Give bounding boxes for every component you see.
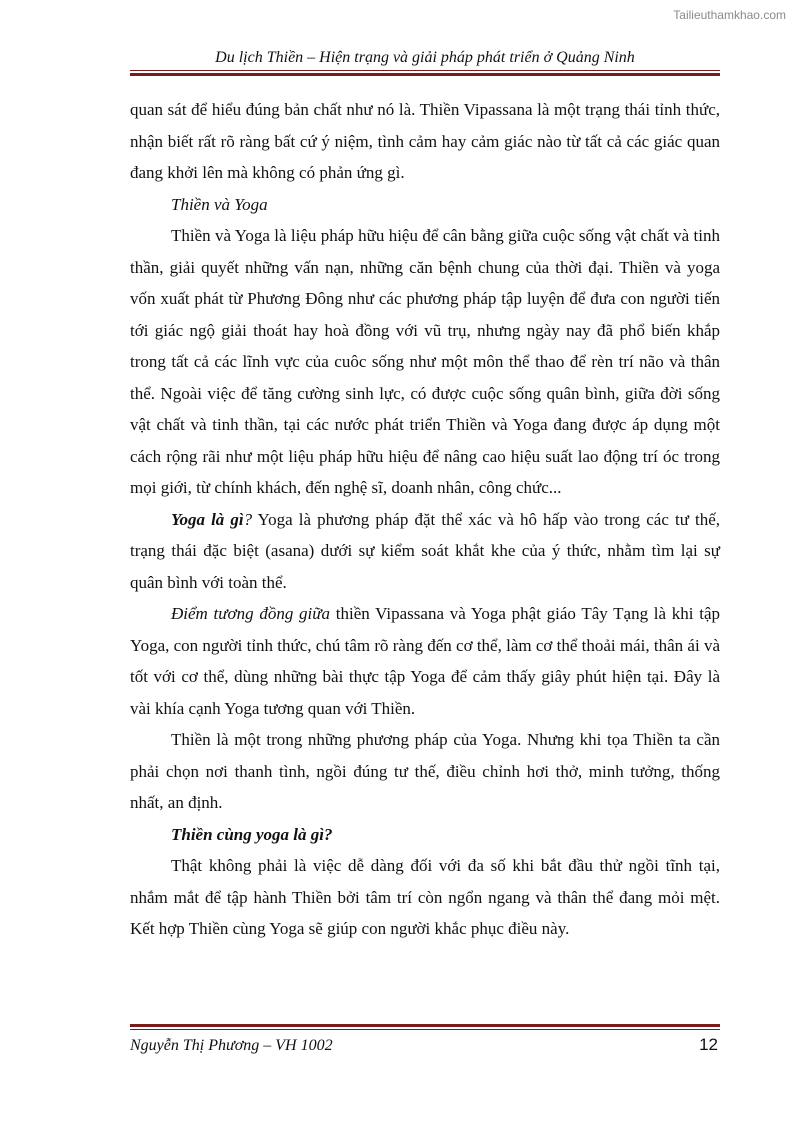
watermark-text: Tailieuthamkhao.com [673,8,786,22]
paragraph-thien-la-mot: Thiền là một trong những phương pháp của Yoga. Nhưng khi tọa Thiền ta cần phải chọn nơi thanh tình, ngồi đúng tư thế, điều chỉnh hơi thở, minh tưởng, thống nhất, an định. [130,730,720,812]
running-header-title: Du lịch Thiền – Hiện trạng và giải pháp phát triển ở Quảng Ninh [215,49,635,66]
paragraph-diem-tuong-dong-text: thiền Vipassana và Yoga phật giáo Tây Tạng là khi tập Yoga, con người tỉnh thức, chú tâm rõ ràng đến cơ thể, làm cơ thể thoải mái, thân ái và tốt với cơ thể, dùng những bài thực tập Yoga để cảm thấy giây phút hiện tại. Đây là vài khía cạnh Yoga tương quan với Thiền. [130,604,720,718]
paragraph-yoga-la-gi-text: Yoga là phương pháp đặt thể xác và hô hấp vào trong các tư thế, trạng thái đặc biệt (asana) dưới sự kiểm soát khắt khe của ý thức, nhằm tìm lại sự quân bình với toàn thể. [130,509,721,592]
page-body [130,94,720,945]
question-mark: ? [243,509,253,529]
term-yoga-la-gi: Yoga là gì [171,509,244,529]
section-heading-thien-va-yoga: Thiền và Yoga [171,194,268,214]
paragraph-yoga-la-gi [130,504,720,599]
paragraph-that-khong-phai: Thật không phải là việc dễ dàng đối với đa số khi bắt đầu thử ngồi tĩnh tại, nhắm mắt để tập hành Thiền bởi tâm trí còn ngổn ngang và thân thể đang mỏi mệt. Kết hợp Thiền cùng Yoga sẽ giúp con người khắc phục điều này. [130,856,720,938]
footer-rule-thin [130,1029,720,1030]
paragraph-thien-va-yoga: Thiền và Yoga là liệu pháp hữu hiệu để cân bằng giữa cuộc sống vật chất và tinh thần, giải quyết những vấn nạn, những căn bệnh chung của thời đại. Thiền và yoga vốn xuất phát từ Phương Đông như các phương pháp tập luyện để đưa con người tiến tới giác ngộ giải thoát hay hoà đồng với vũ trụ, nhưng ngày nay đã phổ biến khắp trong tất cả các lĩnh vực của cuôc sống như một môn thể thao để rèn trí não và thân thể. Ngoài việc để tăng cường sinh lực, có được cuộc sống quân bình, giữa đời sống vật chất và tinh thần, tại các nước phát triển Thiền và Yoga đang được áp dụng một cách rộng rãi như một liệu pháp hữu hiệu để nâng cao hiệu suất lao động trí óc trong mọi giới, từ chính khách, đến nghệ sĩ, doanh nhân, công chức... [130,226,720,497]
footer-author: Nguyễn Thị Phương – VH 1002 [130,1037,333,1054]
paragraph-diem-tuong-dong [130,598,720,724]
footer-rule-thick [130,1024,720,1027]
header-rule-thick [130,73,720,76]
paragraph-continuation: quan sát để hiểu đúng bản chất như nó là. Thiền Vipassana là một trạng thái tỉnh thức, nhận biết rất rõ ràng bất cứ ý niệm, tình cảm hay cảm giác nào từ tất cả các giác quan đang khởi lên mà không có phản ứng gì. [130,100,720,182]
header-rule-thin [130,70,720,71]
page-number: 12 [699,1035,718,1054]
section-heading-thien-cung-yoga: Thiền cùng yoga là gì? [171,824,333,844]
term-diem-tuong-dong: Điểm tương đồng giữa [171,604,331,623]
